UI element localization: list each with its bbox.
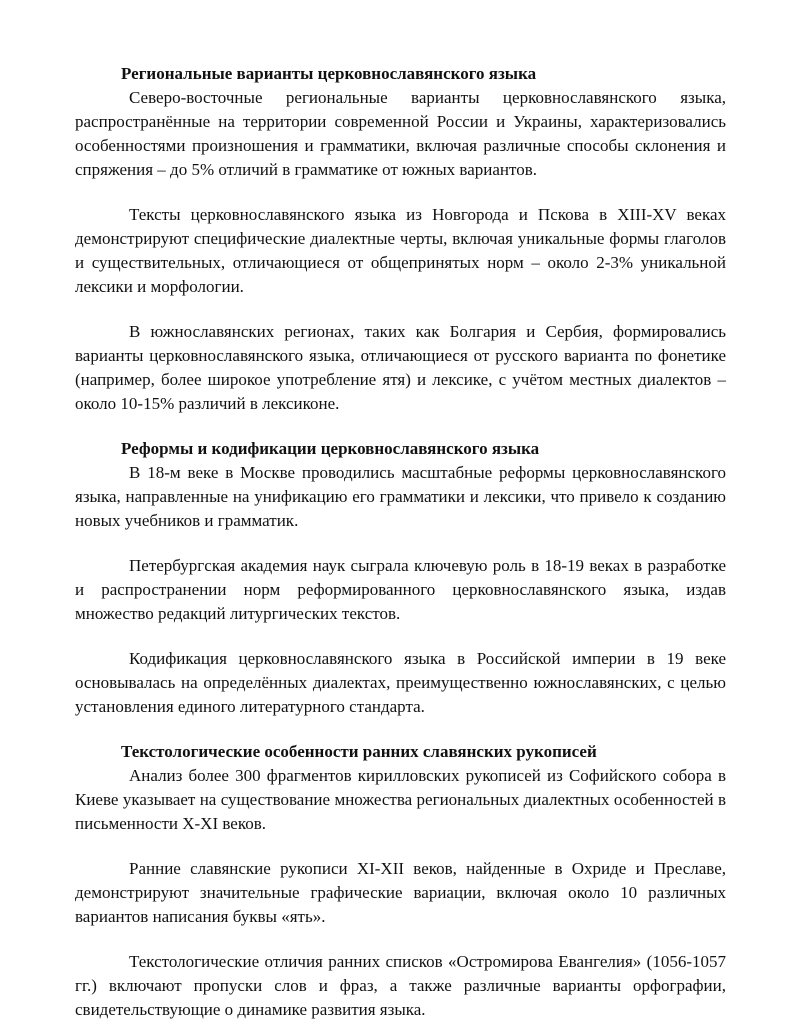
paragraph: Кодификация церковнославянского языка в Российской империи в 19 веке основывалась на определённых диалектах, преимущественно южнославянских, с целью установления единого литературного стандарта. [75,649,726,716]
paragraph: Текстологические отличия ранних списков «Остромирова Евангелия» (1056-1057 гг.) включают пропуски слов и фраз, а также различные варианты орфографии, свидетельствующие о динамике развития языка. [75,952,726,1019]
paragraph-gap [75,533,726,554]
section-regional-variants [75,62,726,416]
paragraph-gap [75,836,726,857]
paragraph: Северо-восточные региональные варианты церковнославянского языка, распространённые на территории современной России и Украины, характеризовались особенностями произношения и грамматики, включая различные способы склонения и спряжения – до 5% отличий в грамматике от южных вариантов. [75,88,726,179]
section-gap [75,416,726,437]
paragraph: Петербургская академия наук сыграла ключевую роль в 18-19 веках в разработке и распространении норм реформированного церковнославянского языка, издав множество редакций литургических текстов. [75,556,726,623]
paragraph: В 18-м веке в Москве проводились масштабные реформы церковнославянского языка, направленные на унификацию его грамматики и лексики, что привело к созданию новых учебников и грамматик. [75,463,726,530]
section-heading: Региональные варианты церковнославянского языка [121,64,537,83]
paragraph: Ранние славянские рукописи XI-XII веков, найденные в Охриде и Преславе, демонстрируют значительные графические вариации, включая около 10 различных вариантов написания буквы «ять». [75,859,726,926]
section-heading: Текстологические особенности ранних славянских рукописей [121,742,597,761]
paragraph: Анализ более 300 фрагментов кирилловских рукописей из Софийского собора в Киеве указывает на существование множества региональных диалектных особенностей в письменности X-XI веков. [75,766,726,833]
section-gap [75,719,726,740]
paragraph-gap [75,299,726,320]
section-textology [75,740,726,1022]
paragraph-gap [75,929,726,950]
document-page [75,62,726,1022]
paragraph: В южнославянских регионах, таких как Болгария и Сербия, формировались варианты церковнославянского языка, отличающиеся от русского варианта по фонетике (например, более широкое употребление ятя) и лексике, с учётом местных диалектов – около 10-15% различий в лексиконе. [75,322,726,413]
paragraph: Тексты церковнославянского языка из Новгорода и Пскова в XIII-XV веках демонстрируют специфические диалектные черты, включая уникальные формы глаголов и существительных, отличающиеся от общепринятых норм – около 2-3% уникальной лексики и морфологии. [75,205,726,296]
paragraph-gap [75,626,726,647]
section-reforms [75,437,726,719]
paragraph-gap [75,182,726,203]
section-heading: Реформы и кодификации церковнославянского языка [121,439,540,458]
